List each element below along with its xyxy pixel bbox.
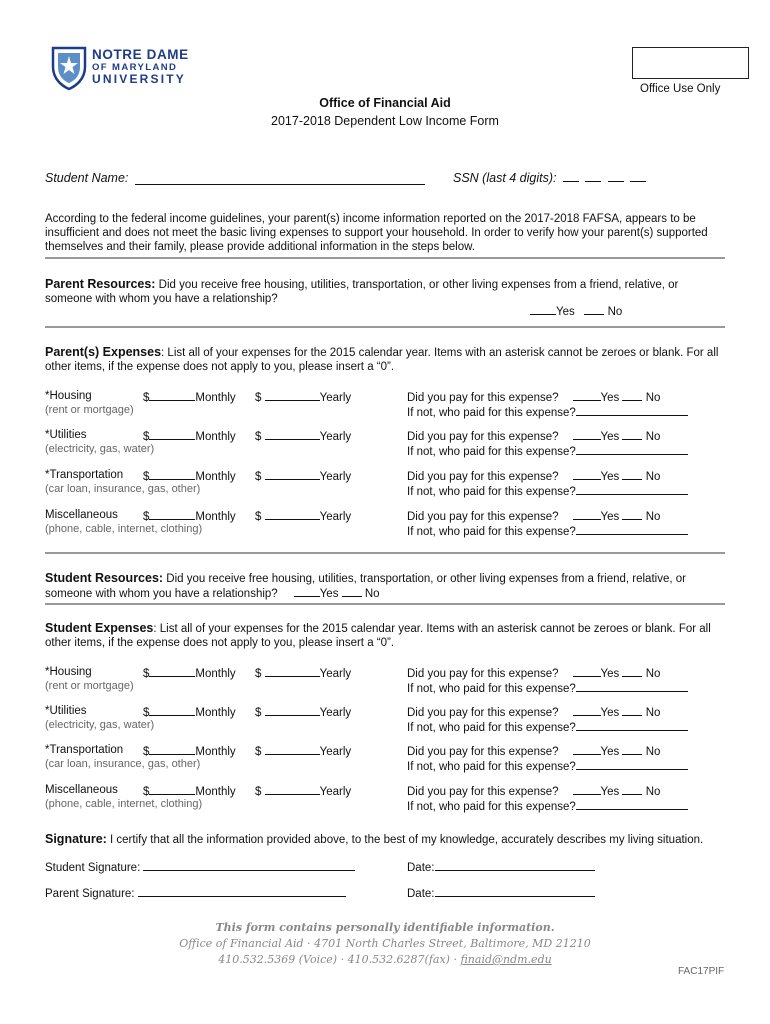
yearly-amount	[255, 390, 351, 404]
ssn-digit-4[interactable]	[630, 171, 646, 182]
dollar-sign: $	[143, 511, 150, 523]
parent-signature-field[interactable]	[138, 886, 346, 897]
paid-question-text: Did you pay for this expense?	[407, 786, 559, 798]
paid-no-label: No	[645, 707, 661, 719]
yearly-label: Yearly	[319, 392, 352, 404]
parent-resources-no-label: No	[607, 306, 623, 318]
signature-section	[45, 832, 725, 847]
page-title: Office of Financial Aid	[319, 96, 451, 110]
dollar-sign: $	[143, 707, 150, 719]
dollar-sign: $	[143, 746, 150, 758]
who-paid-field[interactable]	[576, 524, 688, 535]
yearly-label: Yearly	[319, 746, 352, 758]
who-paid-text: If not, who paid for this expense?	[407, 446, 576, 458]
signature-text: I certify that all the information provided above, to the best of my knowledge, accurately describes my living situation.	[106, 834, 704, 846]
parent-expenses-title: Parent(s) Expenses	[45, 345, 162, 359]
footer-contact	[0, 952, 770, 968]
paid-question	[407, 509, 688, 539]
paid-yes-label: Yes	[600, 668, 620, 680]
expense-sublabel: (electricity, gas, water)	[45, 719, 155, 731]
who-paid-text: If not, who paid for this expense?	[407, 801, 576, 813]
yearly-amount-field[interactable]	[265, 784, 320, 795]
paid-yes-label: Yes	[600, 746, 620, 758]
dollar-sign: $	[255, 471, 262, 483]
dollar-sign: $	[255, 668, 262, 680]
divider	[45, 326, 725, 328]
monthly-label: Monthly	[195, 431, 236, 443]
paid-yes-label: Yes	[600, 392, 620, 404]
paid-yes-blank[interactable]	[573, 666, 601, 677]
paid-question	[407, 744, 688, 774]
monthly-label: Monthly	[195, 786, 236, 798]
footer-email-link[interactable]: finaid@ndm.edu	[460, 953, 552, 966]
monthly-amount	[143, 705, 236, 719]
paid-yes-label: Yes	[600, 707, 620, 719]
paid-no-blank[interactable]	[622, 784, 642, 795]
parent-resources-no-blank[interactable]	[584, 304, 604, 315]
expense-label: *Housing	[45, 390, 92, 402]
paid-question	[407, 666, 688, 696]
expense-label: *Utilities	[45, 705, 87, 717]
yearly-label: Yearly	[319, 668, 352, 680]
monthly-amount-field[interactable]	[149, 744, 195, 755]
paid-yes-label: Yes	[600, 511, 620, 523]
monthly-amount-field[interactable]	[149, 666, 195, 677]
expense-sublabel: (phone, cable, internet, clothing)	[45, 523, 203, 535]
student-name-label: Student Name:	[45, 171, 129, 185]
yearly-amount-field[interactable]	[265, 744, 320, 755]
dollar-sign: $	[255, 707, 262, 719]
student-expenses-title: Student Expenses	[45, 621, 154, 635]
monthly-amount-field[interactable]	[149, 784, 195, 795]
yearly-amount-field[interactable]	[265, 469, 320, 480]
ssn-digit-3[interactable]	[608, 171, 624, 182]
divider	[45, 552, 725, 554]
parent-date-label: Date:	[407, 888, 435, 900]
paid-no-blank[interactable]	[622, 509, 642, 520]
yearly-amount	[255, 666, 351, 680]
logo-line-3: UNIVERSITY	[92, 72, 187, 86]
paid-question	[407, 705, 688, 735]
logo-line-2: OF MARYLAND	[92, 61, 178, 73]
ssn-digit-1[interactable]	[563, 171, 579, 182]
parent-expenses-section	[45, 345, 725, 374]
monthly-amount	[143, 744, 236, 758]
dollar-sign: $	[143, 668, 150, 680]
who-paid-text: If not, who paid for this expense?	[407, 761, 576, 773]
divider	[45, 257, 725, 259]
paid-question	[407, 390, 688, 420]
paid-question-text: Did you pay for this expense?	[407, 668, 559, 680]
yearly-amount	[255, 784, 351, 798]
monthly-amount	[143, 429, 236, 443]
paid-no-blank[interactable]	[622, 666, 642, 677]
parent-resources-title: Parent Resources:	[45, 277, 156, 291]
expense-label: Miscellaneous	[45, 784, 118, 796]
logo-line-1: NOTRE DAME	[92, 47, 189, 62]
yearly-amount-field[interactable]	[265, 666, 320, 677]
paid-question-text: Did you pay for this expense?	[407, 746, 559, 758]
paid-yes-blank[interactable]	[573, 509, 601, 520]
monthly-label: Monthly	[195, 471, 236, 483]
dollar-sign: $	[255, 786, 262, 798]
parent-signature-label: Parent Signature:	[45, 888, 135, 900]
paid-question-text: Did you pay for this expense?	[407, 392, 559, 404]
who-paid-text: If not, who paid for this expense?	[407, 407, 576, 419]
yearly-label: Yearly	[319, 707, 352, 719]
paid-yes-blank[interactable]	[573, 390, 601, 401]
yearly-label: Yearly	[319, 431, 352, 443]
yearly-label: Yearly	[319, 511, 352, 523]
student-resources-text: Did you receive free housing, utilities, transportation, or other living expenses from a friend, relative, or someone with whom you have a relationship?	[45, 573, 686, 600]
signature-title: Signature:	[45, 832, 107, 846]
parent-resources-yes-no	[530, 304, 622, 318]
yearly-amount-field[interactable]	[265, 705, 320, 716]
yearly-amount	[255, 429, 351, 443]
who-paid-text: If not, who paid for this expense?	[407, 486, 576, 498]
parent-date-row	[407, 886, 595, 900]
paid-no-label: No	[645, 511, 661, 523]
who-paid-field[interactable]	[576, 720, 688, 731]
paid-no-label: No	[645, 786, 661, 798]
dollar-sign: $	[143, 471, 150, 483]
paid-yes-label: Yes	[600, 786, 620, 798]
ssn-label: SSN (last 4 digits):	[453, 171, 557, 185]
dollar-sign: $	[143, 786, 150, 798]
expense-label: *Transportation	[45, 744, 124, 756]
who-paid-field[interactable]	[576, 759, 688, 770]
paid-yes-label: Yes	[600, 431, 620, 443]
monthly-label: Monthly	[195, 668, 236, 680]
monthly-amount-field[interactable]	[149, 509, 195, 520]
monthly-label: Monthly	[195, 707, 236, 719]
ssn-row	[453, 171, 646, 185]
paid-no-label: No	[645, 392, 661, 404]
student-date-row	[407, 860, 595, 874]
student-expenses-text: : List all of your expenses for the 2015 calendar year. Items with an asterisk cannot be zeroes or blank. For all other items, if the expense does not apply to you, please insert a “0”.	[45, 623, 711, 649]
monthly-amount	[143, 666, 236, 680]
monthly-amount-field[interactable]	[149, 429, 195, 440]
dollar-sign: $	[143, 431, 150, 443]
paid-question-text: Did you pay for this expense?	[407, 471, 559, 483]
expense-sublabel: (car loan, insurance, gas, other)	[45, 483, 201, 495]
monthly-label: Monthly	[195, 511, 236, 523]
paid-question	[407, 429, 688, 459]
yearly-amount-field[interactable]	[265, 509, 320, 520]
form-subtitle: 2017-2018 Dependent Low Income Form	[271, 114, 499, 128]
yearly-amount	[255, 705, 351, 719]
who-paid-field[interactable]	[576, 799, 688, 810]
parent-date-field[interactable]	[435, 886, 595, 897]
expense-sublabel: (car loan, insurance, gas, other)	[45, 758, 201, 770]
parent-resources-section	[45, 277, 725, 306]
parent-resources-yes-blank[interactable]	[530, 304, 556, 315]
paid-no-blank[interactable]	[622, 469, 642, 480]
shield-crest-icon	[50, 45, 88, 91]
who-paid-text: If not, who paid for this expense?	[407, 722, 576, 734]
office-use-box[interactable]	[632, 47, 749, 79]
paid-yes-blank[interactable]	[573, 744, 601, 755]
dollar-sign: $	[255, 392, 262, 404]
student-resources-yes-label: Yes	[319, 588, 339, 600]
intro-paragraph: According to the federal income guidelines, your parent(s) income information reported on the 2017-2018 FAFSA, appears to be insufficient and does not meet the basic living expenses to support your household. In order to verify how your parent(s) supported themselves and their family, please provide additional information in the steps below.	[45, 213, 708, 253]
monthly-amount-field[interactable]	[149, 705, 195, 716]
student-resources-title: Student Resources:	[45, 571, 164, 585]
paid-no-label: No	[645, 431, 661, 443]
student-name-field[interactable]	[135, 184, 425, 185]
monthly-amount-field[interactable]	[149, 390, 195, 401]
monthly-label: Monthly	[195, 746, 236, 758]
monthly-label: Monthly	[195, 392, 236, 404]
paid-no-label: No	[645, 471, 661, 483]
yearly-label: Yearly	[319, 786, 352, 798]
form-id: FAC17PIF	[678, 966, 725, 977]
footer	[0, 920, 770, 968]
expense-label: *Utilities	[45, 429, 87, 441]
parent-signature-row	[45, 886, 346, 900]
student-signature-row	[45, 860, 355, 874]
monthly-amount	[143, 390, 236, 404]
expense-sublabel: (electricity, gas, water)	[45, 443, 155, 455]
footer-address: Office of Financial Aid · 4701 North Charles Street, Baltimore, MD 21210	[179, 937, 591, 950]
student-date-field[interactable]	[435, 860, 595, 871]
yearly-label: Yearly	[319, 471, 352, 483]
student-resources-section	[45, 571, 725, 601]
who-paid-text: If not, who paid for this expense?	[407, 526, 576, 538]
footer-notice: This form contains personally identifiable information.	[215, 921, 555, 934]
paid-yes-blank[interactable]	[573, 705, 601, 716]
dollar-sign: $	[255, 746, 262, 758]
paid-no-blank[interactable]	[622, 744, 642, 755]
office-use-label: Office Use Only	[640, 83, 721, 95]
student-signature-label: Student Signature:	[45, 862, 141, 874]
university-logo	[50, 45, 200, 95]
paid-yes-blank[interactable]	[573, 429, 601, 440]
yearly-amount-field[interactable]	[265, 429, 320, 440]
parent-expenses-text: : List all of your expenses for the 2015 calendar year. Items with an asterisk cannot be zeroes or blank. For all other items, if the expense does not apply to you, please insert a “0”.	[45, 347, 719, 373]
paid-no-blank[interactable]	[622, 390, 642, 401]
expense-label: *Housing	[45, 666, 92, 678]
expense-label: *Transportation	[45, 469, 124, 481]
student-date-label: Date:	[407, 862, 435, 874]
yearly-amount	[255, 509, 351, 523]
yearly-amount-field[interactable]	[265, 390, 320, 401]
divider	[45, 603, 725, 605]
expense-sublabel: (rent or mortgage)	[45, 680, 134, 692]
paid-question	[407, 469, 688, 499]
paid-question	[407, 784, 688, 814]
paid-question-text: Did you pay for this expense?	[407, 511, 559, 523]
yearly-amount	[255, 469, 351, 483]
expense-label: Miscellaneous	[45, 509, 118, 521]
dollar-sign: $	[143, 392, 150, 404]
monthly-amount-field[interactable]	[149, 469, 195, 480]
student-resources-no-label: No	[364, 588, 380, 600]
parent-resources-yes-label: Yes	[556, 306, 575, 318]
monthly-amount	[143, 469, 236, 483]
student-resources-no-blank[interactable]	[342, 586, 362, 597]
paid-question-text: Did you pay for this expense?	[407, 431, 559, 443]
monthly-amount	[143, 509, 236, 523]
footer-phone: 410.532.5369 (Voice) · 410.532.6287(fax) ·	[218, 953, 461, 966]
paid-no-blank[interactable]	[622, 705, 642, 716]
paid-question-text: Did you pay for this expense?	[407, 707, 559, 719]
paid-no-label: No	[645, 668, 661, 680]
who-paid-field[interactable]	[576, 681, 688, 692]
yearly-amount	[255, 744, 351, 758]
paid-no-blank[interactable]	[622, 429, 642, 440]
paid-yes-blank[interactable]	[573, 469, 601, 480]
who-paid-text: If not, who paid for this expense?	[407, 683, 576, 695]
student-signature-field[interactable]	[143, 860, 355, 871]
student-expenses-section	[45, 621, 725, 650]
who-paid-field[interactable]	[576, 444, 688, 455]
who-paid-field[interactable]	[576, 405, 688, 416]
expense-sublabel: (phone, cable, internet, clothing)	[45, 798, 203, 810]
dollar-sign: $	[255, 431, 262, 443]
paid-yes-blank[interactable]	[573, 784, 601, 795]
dollar-sign: $	[255, 511, 262, 523]
student-resources-yes-blank[interactable]	[294, 586, 320, 597]
paid-no-label: No	[645, 746, 661, 758]
parent-resources-text: Did you receive free housing, utilities, transportation, or other living expenses from a friend, relative, or someone with whom you have a relationship?	[45, 279, 679, 305]
expense-sublabel: (rent or mortgage)	[45, 404, 134, 416]
paid-yes-label: Yes	[600, 471, 620, 483]
ssn-digit-2[interactable]	[585, 171, 601, 182]
monthly-amount	[143, 784, 236, 798]
who-paid-field[interactable]	[576, 484, 688, 495]
